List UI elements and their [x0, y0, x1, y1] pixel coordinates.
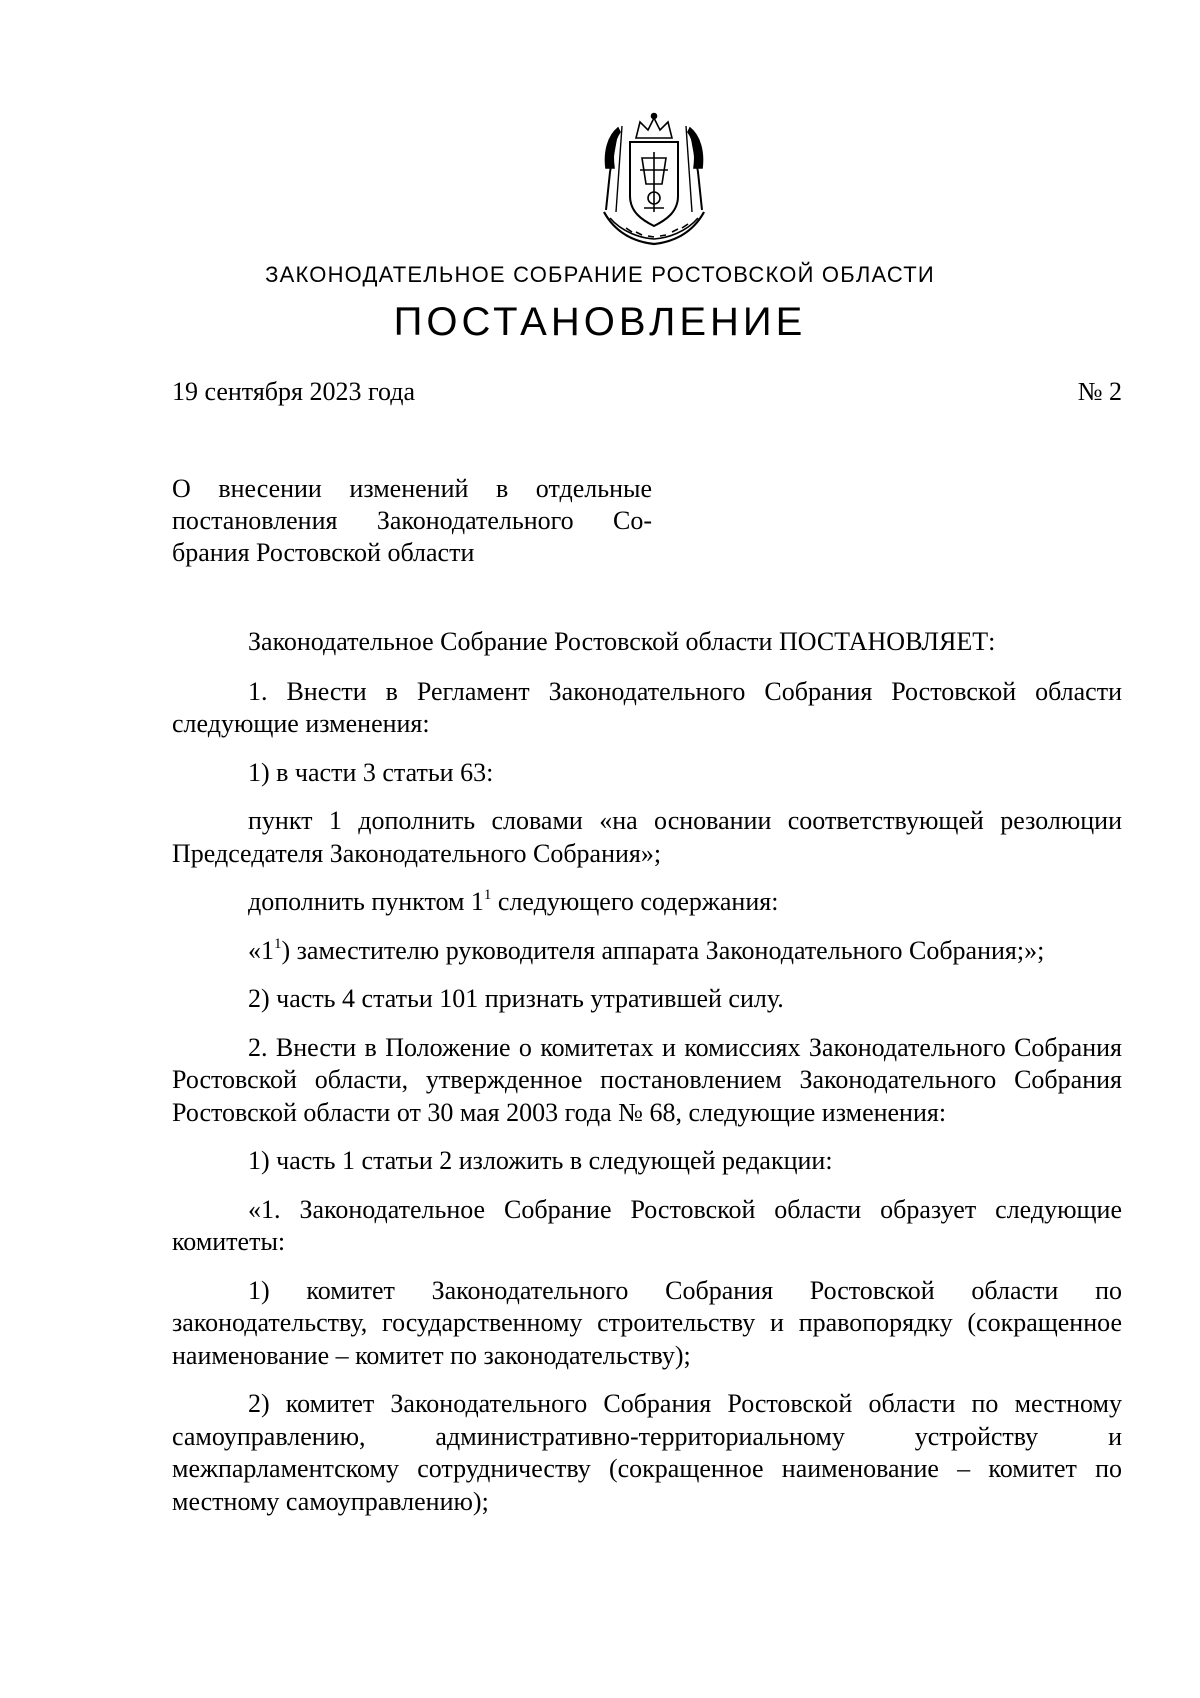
paragraph-2-item-1-b: 1) комитет Законодательного Собрания Ростовской области по законодательству, государственному строительству и правопорядку (сокращенное наименование – комитет по законодательству);: [172, 1275, 1122, 1370]
item-1-c-superscript: 1: [274, 935, 282, 952]
paragraph-1-item-1-a: пункт 1 дополнить словами «на основании соответствующей резолюции Председателя Законодательного Собрания»;: [172, 806, 1122, 868]
document-type-title: ПОСТАНОВЛЕНИЕ: [393, 300, 807, 344]
item-1-b-tail: следующего содержания:: [491, 887, 779, 916]
document-body: [172, 626, 1122, 1534]
item-1-b-text: дополнить пунктом 1: [248, 887, 484, 916]
paragraph-1: 1. Внести в Регламент Законодательного Собрания Ростовской области следующие изменения:: [172, 676, 1122, 738]
decree-statement: Законодательное Собрание Ростовской области ПОСТАНОВЛЯЕТ:: [248, 627, 996, 656]
document-date: 19 сентября 2023 года: [172, 377, 416, 406]
paragraph-1-item-1: 1) в части 3 статьи 63:: [248, 757, 494, 787]
paragraph-1-item-1-b: [172, 886, 1122, 919]
document-subject: [172, 473, 652, 569]
document-number: № 2: [1077, 377, 1122, 406]
paragraph-2: 2. Внести в Положение о комитетах и комиссиях Законодательного Собрания Ростовской области, утвержденное постановлением Законодательного Собрания Ростовской области от 30 мая 2003 года № 68, следующие изменения:: [172, 1032, 1122, 1127]
rostov-region-coat-of-arms-icon: [596, 112, 712, 248]
paragraph-2-item-1-c: 2) комитет Законодательного Собрания Ростовской области по местному самоуправлению, административно-территориальному устройству и межпарламентскому сотрудничеству (сокращенное наименование – комитет по местному самоуправлению);: [172, 1389, 1122, 1516]
item-1-c-open: «1: [248, 935, 274, 965]
paragraph-2-item-1: 1) часть 1 статьи 2 изложить в следующей редакции:: [248, 1146, 833, 1175]
paragraph-1-item-2: 2) часть 4 статьи 101 признать утратившей силу.: [248, 984, 784, 1013]
organization-name: ЗАКОНОДАТЕЛЬНОЕ СОБРАНИЕ РОСТОВСКОЙ ОБЛАСТИ: [265, 262, 935, 287]
subject-line-2: постановления Законодательного Со-: [172, 506, 652, 535]
subject-line-3: брания Ростовской области: [172, 538, 475, 567]
item-1-c-tail: ) заместителю руководителя аппарата Законодательного Собрания;»;: [281, 935, 1045, 965]
subject-line-1: О внесении изменений в отдельные: [172, 474, 652, 503]
paragraph-1-item-1-c: [172, 935, 1122, 968]
paragraph-2-item-1-a: «1. Законодательное Собрание Ростовской области образует следующие комитеты:: [172, 1194, 1122, 1256]
item-1-b-superscript: 1: [483, 887, 492, 903]
